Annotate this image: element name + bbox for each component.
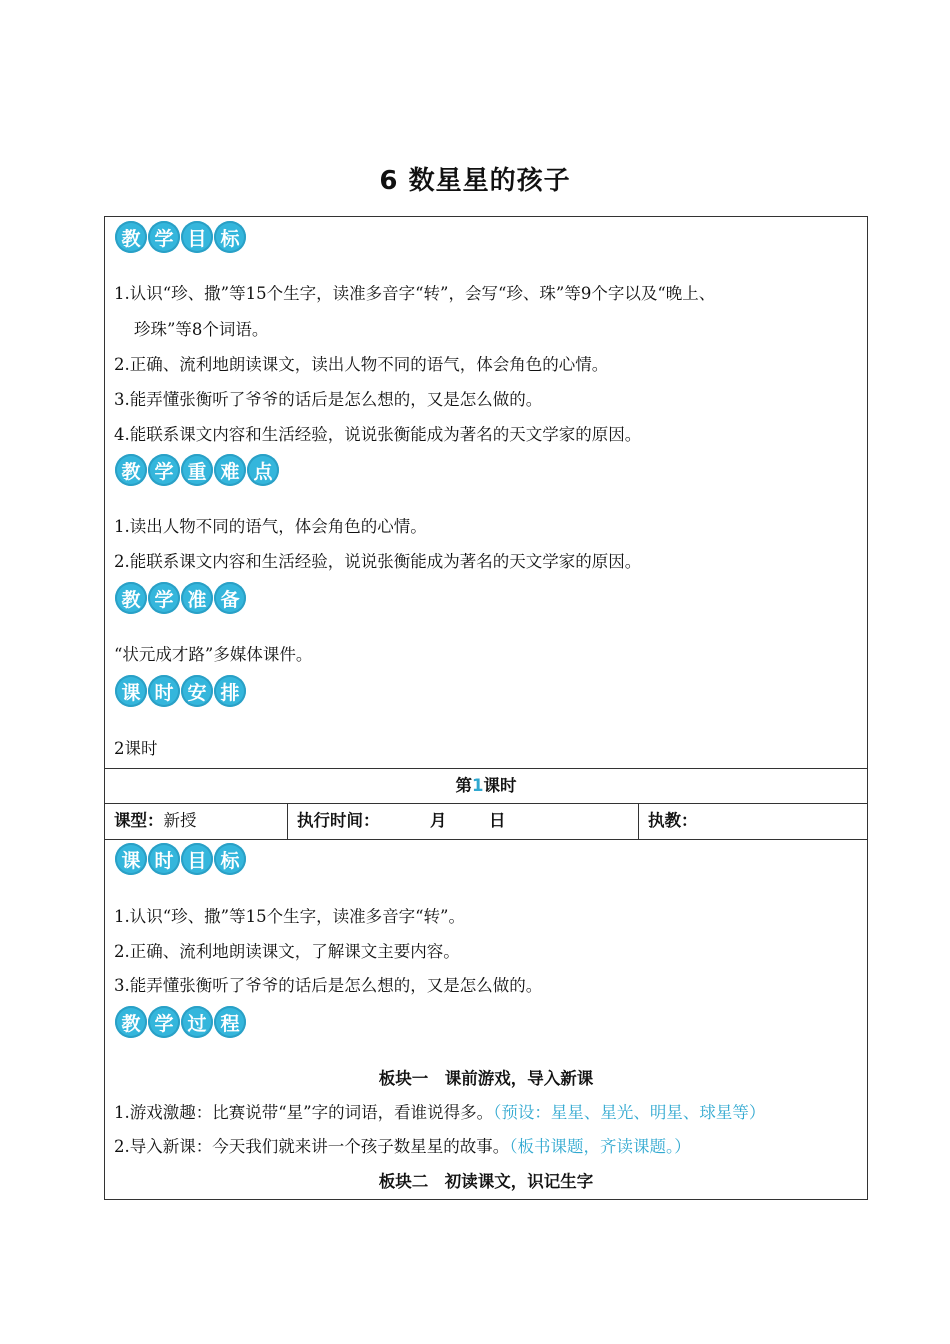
- goal-line-4: 4.能联系课文内容和生活经验，说说张衡能成为著名的天文学家的原因。: [114, 425, 642, 444]
- step-2: [114, 1133, 691, 1157]
- goal-line-1: 1.认识“珍、撒”等15个生字，读准多音字“转”，会写“珍、珠”等9个字以及“晚上、: [114, 284, 716, 303]
- lesson-type-value: 新授: [163, 811, 197, 830]
- period-suffix: 课时: [483, 776, 517, 795]
- badge-char: 点: [247, 454, 279, 486]
- day-label: 日: [489, 811, 506, 830]
- period-goal-line-1: 1.认识“珍、撒”等15个生字，读准多音字“转”。: [114, 907, 465, 926]
- badge-char: 教: [115, 454, 147, 486]
- badge-char: 时: [148, 675, 180, 707]
- lesson-type-cell: [114, 807, 197, 831]
- period-prefix: 第: [455, 776, 472, 795]
- goal-line-3: 3.能弄懂张衡听了爷爷的话后是怎么想的，又是怎么做的。: [114, 390, 543, 409]
- divider: [105, 768, 867, 769]
- badge-char: 标: [214, 843, 246, 875]
- badge-char: 备: [214, 582, 246, 614]
- section-1-title: 板块一 课前游戏，导入新课: [378, 1069, 594, 1088]
- badge-char: 学: [148, 221, 180, 253]
- step-1: [114, 1099, 765, 1123]
- execution-time-label: 执行时间：: [297, 811, 380, 830]
- badge-char: 课: [115, 675, 147, 707]
- badge-char: 标: [214, 221, 246, 253]
- section-2-title: 板块二 初读课文，识记生字: [378, 1172, 594, 1191]
- badge-period-goals: [115, 843, 246, 875]
- badge-preparation: [115, 582, 246, 614]
- badge-char: 教: [115, 582, 147, 614]
- keypoint-line-1: 1.读出人物不同的语气，体会角色的心情。: [114, 517, 427, 536]
- goal-line-2: 2.正确、流利地朗读课文，读出人物不同的语气，体会角色的心情。: [114, 355, 609, 374]
- badge-char: 教: [115, 221, 147, 253]
- keypoint-line-2: 2.能联系课文内容和生活经验，说说张衡能成为著名的天文学家的原因。: [114, 552, 642, 571]
- badge-char: 安: [181, 675, 213, 707]
- divider: [105, 839, 867, 840]
- badge-teaching-process: [115, 1006, 246, 1038]
- badge-key-points: [115, 454, 279, 486]
- period-heading: [105, 772, 867, 796]
- badge-char: 过: [181, 1006, 213, 1038]
- divider: [105, 803, 867, 804]
- badge-char: 难: [214, 454, 246, 486]
- period-goal-line-2: 2.正确、流利地朗读课文，了解课文主要内容。: [114, 942, 460, 961]
- badge-char: 目: [181, 843, 213, 875]
- cell-divider: [638, 804, 639, 839]
- badge-char: 重: [181, 454, 213, 486]
- step-2-note: （板书课题，齐读课题。）: [509, 1137, 691, 1156]
- teacher-label: 执教：: [648, 811, 698, 830]
- step-1-note: （预设：星星、星光、明星、球星等）: [493, 1103, 766, 1122]
- badge-teaching-goals: [115, 221, 246, 253]
- badge-char: 学: [148, 582, 180, 614]
- prep-text: “状元成才路”多媒体课件。: [114, 645, 313, 664]
- badge-char: 学: [148, 1006, 180, 1038]
- goal-line-1-cont: 珍珠”等8个词语。: [134, 320, 269, 339]
- badge-schedule: [115, 675, 246, 707]
- period-number: 1: [472, 776, 484, 795]
- step-1-text: 1.游戏激趣：比赛说带“星”字的词语，看谁说得多。: [114, 1103, 494, 1122]
- badge-char: 排: [214, 675, 246, 707]
- badge-char: 程: [214, 1006, 246, 1038]
- schedule-text: 2课时: [114, 739, 158, 758]
- lesson-plan-table: [104, 216, 868, 1200]
- cell-divider: [287, 804, 288, 839]
- badge-char: 学: [148, 454, 180, 486]
- month-label: 月: [430, 811, 447, 830]
- page-title: 6 数星星的孩子: [379, 166, 571, 196]
- badge-char: 教: [115, 1006, 147, 1038]
- lesson-type-label: 课型：: [114, 811, 164, 830]
- badge-char: 课: [115, 843, 147, 875]
- period-goal-line-3: 3.能弄懂张衡听了爷爷的话后是怎么想的，又是怎么做的。: [114, 976, 543, 995]
- step-2-text: 2.导入新课：今天我们就来讲一个孩子数星星的故事。: [114, 1137, 510, 1156]
- badge-char: 目: [181, 221, 213, 253]
- badge-char: 准: [181, 582, 213, 614]
- badge-char: 时: [148, 843, 180, 875]
